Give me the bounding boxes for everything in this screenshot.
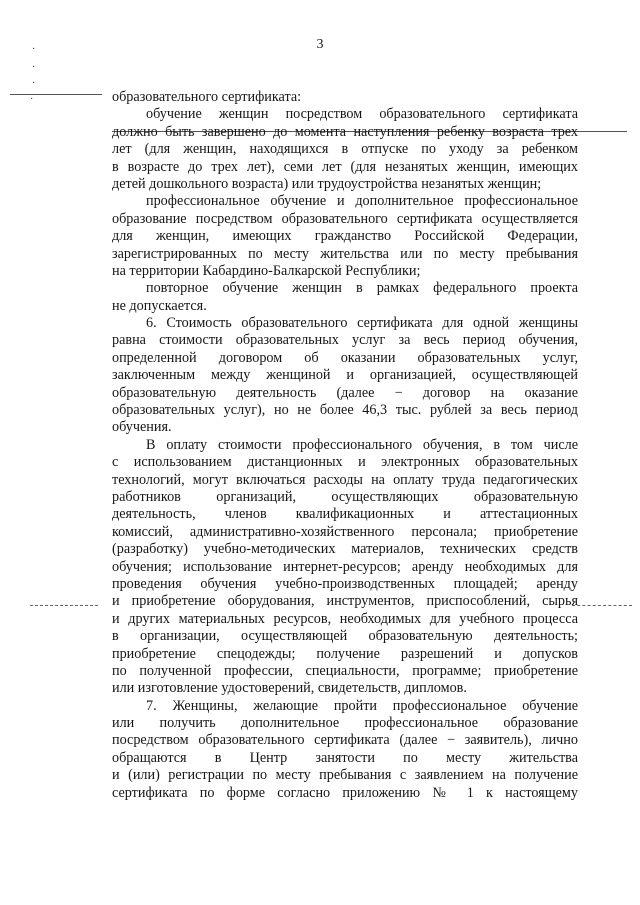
text-line: проведения обучения учебно-производственных площадей; аренду — [112, 575, 578, 592]
text-line: обращаются в Центр занятости по месту жительства — [112, 749, 578, 766]
text-line: в организации, осуществляющей образовательную деятельность; — [112, 628, 578, 645]
document-body — [112, 89, 578, 802]
text-line: посредством образовательного сертификата (далее − заявитель), лично — [112, 732, 578, 749]
text-line: (разработку) учебно-методических материалов, технических средств — [112, 541, 578, 558]
text-line: профессиональное обучение и дополнительное профессиональное — [146, 193, 578, 210]
text-line: не допускается. — [112, 297, 207, 314]
text-line: на территории Кабардино-Балкарской Республики; — [112, 262, 421, 279]
text-line: образовательную деятельность (далее − договор на оказание — [112, 384, 578, 401]
text-line: 7. Женщины, желающие пройти профессиональное обучение — [146, 697, 578, 714]
text-line: и приобретение оборудования, инструментов, приспособлений, сырья — [112, 593, 578, 610]
text-line: деятельность, членов квалификационных и аттестационных — [112, 506, 578, 523]
text-line: или изготовление удостоверений, свидетельств, дипломов. — [112, 680, 467, 697]
text-line: в возрасте до трех лет), семи лет (для незанятых женщин, имеющих — [112, 158, 578, 175]
text-line: комиссий, административно-хозяйственного персонала; приобретение — [112, 523, 578, 540]
text-line: с использованием дистанционных и электронных образовательных — [112, 454, 578, 471]
scan-line-top — [10, 94, 102, 95]
text-line: для женщин, имеющих гражданство Российской Федерации, — [112, 228, 578, 245]
text-line: повторное обучение женщин в рамках федерального проекта — [146, 280, 578, 297]
text-line: равна стоимости образовательных услуг за весь период обучения, — [112, 332, 578, 349]
text-line: детей дошкольного возраста) или трудоустройства незанятых женщин; — [112, 175, 542, 192]
text-line: заключенным между женщиной и организацией, осуществляющей — [112, 367, 578, 384]
text-line: определенной договором об оказании образовательных услуг, — [112, 349, 578, 366]
text-line: и (или) регистрации по месту пребывания с заявлением на получение — [112, 767, 578, 784]
page-number: 3 — [316, 37, 324, 52]
scan-line-left — [30, 605, 98, 606]
text-line: по полученной профессии, специальности, программе; приобретение — [112, 662, 578, 679]
text-line: обучения; использование интернет-ресурсов; аренду необходимых для — [112, 558, 578, 575]
text-line: В оплату стоимости профессионального обучения, в том числе — [146, 436, 578, 453]
text-line: образовательных услуг), но не более 46,3 тыс. рублей за весь период — [112, 402, 578, 419]
text-line: и других материальных ресурсов, необходимых для учебного процесса — [112, 610, 578, 627]
text-line: приобретение спецодежды; получение разрешений и допусков — [112, 645, 578, 662]
text-line: сертификата по форме согласно приложению № 1 к настоящему — [112, 784, 578, 801]
text-line: образование посредством образовательного сертификата осуществляется — [112, 210, 578, 227]
text-line: зарегистрированных по месту жительства или по месту пребывания — [112, 245, 578, 262]
text-line: работников организаций, осуществляющих образовательную — [112, 488, 578, 505]
scan-mark: · — [30, 94, 34, 105]
scan-mark: · — [32, 78, 36, 89]
scan-line-right — [572, 605, 632, 606]
text-line: должно быть завершено до момента наступления ребенку возраста трех — [112, 123, 578, 140]
text-line: 6. Стоимость образовательного сертификата для одной женщины — [146, 315, 578, 332]
text-line: технологий, могут включаться расходы на оплату труда педагогических — [112, 471, 578, 488]
text-line: лет (для женщин, находящихся в отпуске по уходу за ребенком — [112, 141, 578, 158]
text-line: образовательного сертификата: — [112, 89, 302, 105]
scan-mark: · — [32, 62, 36, 73]
text-line: или получить дополнительное профессиональное образование — [112, 715, 578, 732]
scan-mark: · — [32, 44, 36, 55]
text-line: обучения. — [112, 419, 172, 436]
text-line: обучение женщин посредством образовательного сертификата — [146, 106, 578, 123]
